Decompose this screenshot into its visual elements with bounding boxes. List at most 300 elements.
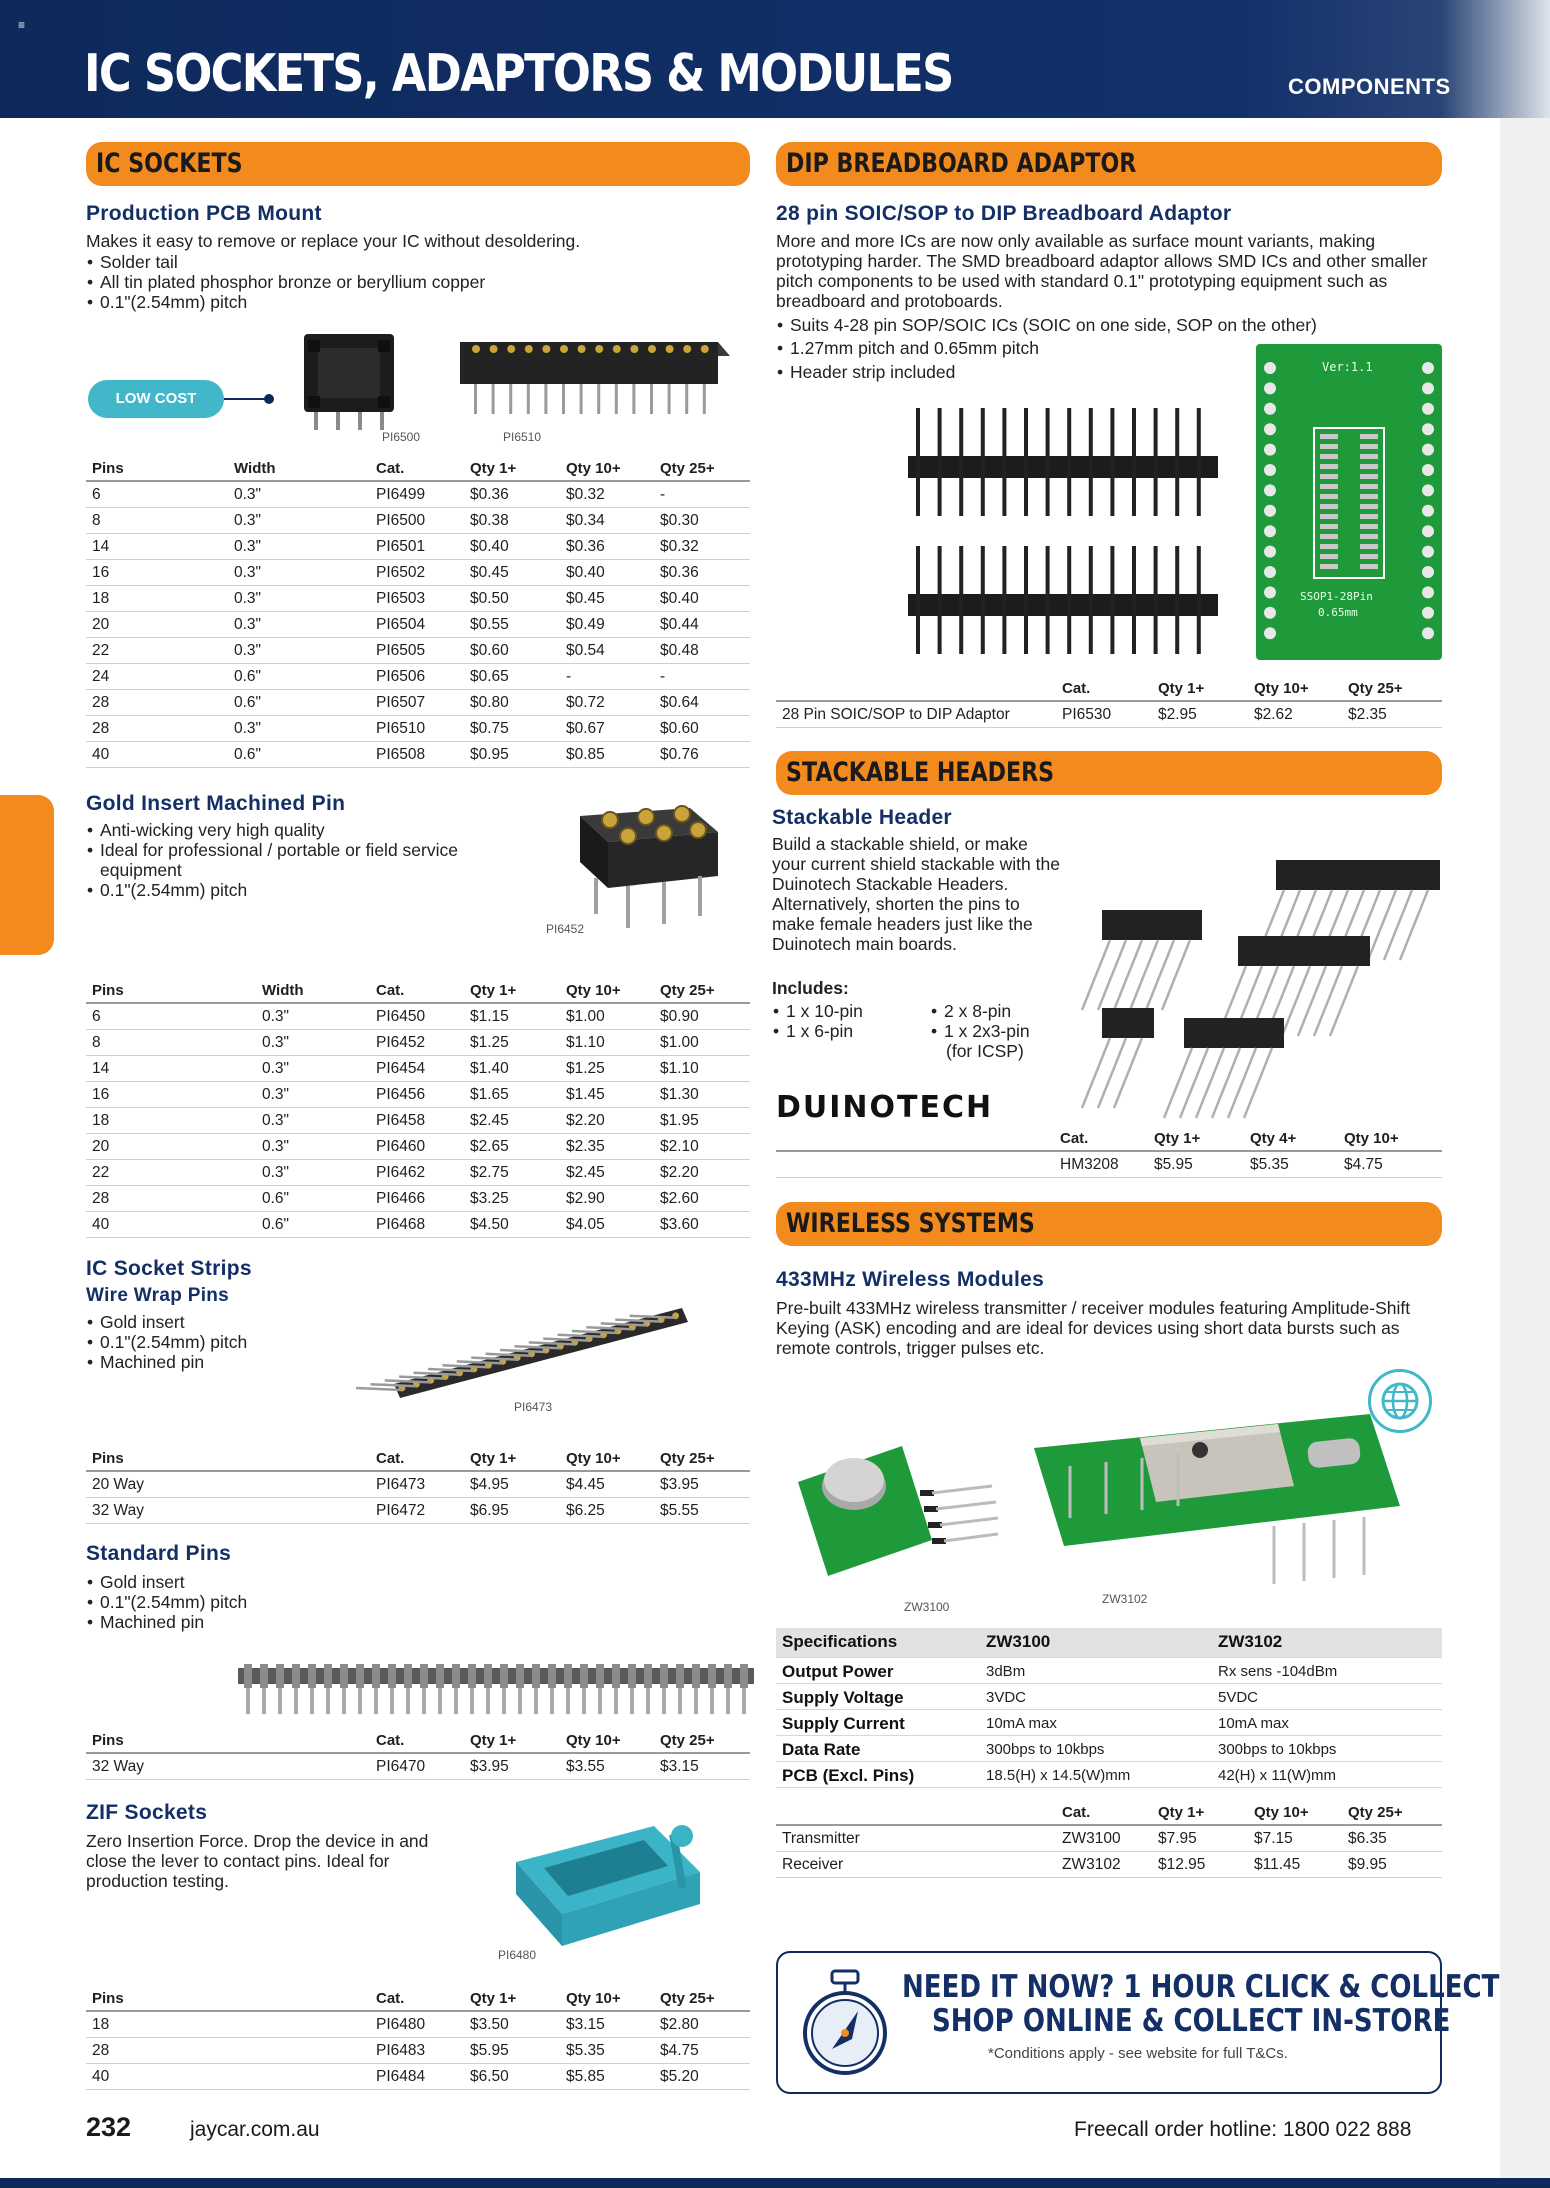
column-header: Qty 1+ xyxy=(470,1732,517,1749)
wireless-systems-banner xyxy=(776,1202,1442,1246)
column-header: Pins xyxy=(92,1450,124,1467)
low-cost-badge: LOW COST xyxy=(88,380,224,418)
table-cell: $0.48 xyxy=(660,642,699,659)
table-cell: PI6462 xyxy=(376,1164,426,1181)
table-cell: 0.3" xyxy=(262,1008,290,1025)
column-header: Qty 10+ xyxy=(566,1732,621,1749)
column-header: Qty 1+ xyxy=(1158,680,1205,697)
spec-row xyxy=(776,1684,1442,1710)
spec-value: Rx sens -104dBm xyxy=(1218,1663,1338,1680)
table-cell: $2.80 xyxy=(660,2016,699,2033)
column-header: Qty 25+ xyxy=(660,1732,715,1749)
transmitter-module-image xyxy=(792,1428,1000,1588)
table-cell: 32 Way xyxy=(92,1758,144,1775)
column-header: Cat. xyxy=(1062,1804,1091,1821)
table-cell: $5.35 xyxy=(566,2042,605,2059)
badge-pointer xyxy=(224,398,266,400)
page-edge xyxy=(1500,118,1550,2188)
column-header: Cat. xyxy=(1062,680,1091,697)
spec-label: Data Rate xyxy=(782,1740,861,1759)
table-cell: PI6452 xyxy=(376,1034,426,1051)
table-cell: PI6507 xyxy=(376,694,426,711)
table-cell: $0.55 xyxy=(470,616,509,633)
spec-column-header: ZW3100 xyxy=(986,1632,1051,1651)
table-cell: $2.62 xyxy=(1254,706,1293,723)
table-cell: $0.85 xyxy=(566,746,605,763)
column-header: Qty 10+ xyxy=(1254,680,1309,697)
table-cell: $0.72 xyxy=(566,694,605,711)
table-cell: $4.45 xyxy=(566,1476,605,1493)
column-header: Qty 10+ xyxy=(1254,1804,1309,1821)
column-header: Qty 1+ xyxy=(470,1450,517,1467)
table-cell: $1.00 xyxy=(660,1034,699,1051)
table-cell: $0.44 xyxy=(660,616,699,633)
list-item: • Ideal for professional / portable or field service equipment xyxy=(86,840,466,880)
table-row xyxy=(86,1212,750,1238)
image-caption: PI6473 xyxy=(514,1400,553,1414)
footer-bar xyxy=(0,2178,1550,2188)
table-row xyxy=(86,742,750,768)
table-cell: 40 xyxy=(92,746,110,763)
list-item: • Machined pin xyxy=(86,1352,247,1372)
duinotech-logo: DUINOTECH xyxy=(776,1090,994,1125)
table-cell: $0.40 xyxy=(566,564,605,581)
table-cell: $0.40 xyxy=(660,590,699,607)
table-cell: $1.10 xyxy=(566,1034,605,1051)
table-row xyxy=(86,586,750,612)
standard-title: Standard Pins xyxy=(86,1542,232,1565)
strips-price-table xyxy=(86,1446,750,1524)
table-cell: PI6458 xyxy=(376,1112,426,1129)
zif-title: ZIF Sockets xyxy=(86,1801,208,1824)
table-cell: $3.95 xyxy=(660,1476,699,1493)
table-cell: $0.45 xyxy=(470,564,509,581)
table-row xyxy=(86,716,750,742)
table-row xyxy=(86,508,750,534)
table-cell: 0.3" xyxy=(234,538,262,555)
table-header xyxy=(86,456,750,482)
table-cell: $2.20 xyxy=(660,1164,699,1181)
gold-bullets xyxy=(86,820,466,900)
table-cell: 0.3" xyxy=(262,1086,290,1103)
table-cell: $0.75 xyxy=(470,720,509,737)
banner-label: WIRELESS SYSTEMS xyxy=(786,1208,1035,1239)
table-cell: 0.3" xyxy=(234,616,262,633)
table-cell: 0.3" xyxy=(262,1034,290,1051)
column-header: Cat. xyxy=(376,982,405,999)
table-cell: $2.95 xyxy=(1158,706,1197,723)
list-item: • Solder tail xyxy=(86,252,485,272)
production-desc: Makes it easy to remove or replace your IC without desoldering. xyxy=(86,231,581,251)
list-item: • 0.1"(2.54mm) pitch xyxy=(86,1332,247,1352)
table-cell: 8 xyxy=(92,512,101,529)
list-item: • 1 x 6-pin xyxy=(772,1021,863,1041)
table-cell: 28 xyxy=(92,720,110,737)
strips-title: IC Socket Strips xyxy=(86,1257,252,1280)
table-cell: $2.45 xyxy=(566,1164,605,1181)
table-row xyxy=(86,1186,750,1212)
ic-socket-8pin-image xyxy=(294,326,406,434)
table-cell: 0.3" xyxy=(234,512,262,529)
column-header: Qty 25+ xyxy=(660,1450,715,1467)
table-cell: 0.3" xyxy=(234,564,262,581)
table-cell: 28 xyxy=(92,694,110,711)
spec-row xyxy=(776,1710,1442,1736)
table-cell: $4.05 xyxy=(566,1216,605,1233)
table-cell: 16 xyxy=(92,1086,110,1103)
table-cell: $5.35 xyxy=(1250,1156,1289,1173)
section-tab xyxy=(0,795,54,955)
table-cell: $2.65 xyxy=(470,1138,509,1155)
table-cell: $1.15 xyxy=(470,1008,509,1025)
table-cell: $5.85 xyxy=(566,2068,605,2085)
ic-socket-28pin-image xyxy=(456,312,734,422)
spec-value: 300bps to 10kbps xyxy=(986,1741,1105,1758)
table-row xyxy=(86,482,750,508)
spec-value: 3VDC xyxy=(986,1689,1027,1706)
table-cell: $12.95 xyxy=(1158,1856,1206,1873)
table-cell: $0.90 xyxy=(660,1008,699,1025)
table-row xyxy=(86,2038,750,2064)
table-cell: 14 xyxy=(92,1060,110,1077)
column-header: Cat. xyxy=(376,460,405,477)
column-header: Qty 25+ xyxy=(660,982,715,999)
table-row xyxy=(86,612,750,638)
includes-list-left xyxy=(772,1001,863,1041)
table-cell: $0.30 xyxy=(660,512,699,529)
table-cell: $1.45 xyxy=(566,1086,605,1103)
table-cell: $6.50 xyxy=(470,2068,509,2085)
table-cell: Receiver xyxy=(782,1856,844,1873)
spec-value: 10mA max xyxy=(986,1715,1057,1732)
table-cell: $2.35 xyxy=(1348,706,1387,723)
table-cell: 0.6" xyxy=(234,746,262,763)
table-cell: 28 Pin SOIC/SOP to DIP Adaptor xyxy=(782,706,1010,723)
spec-column-header: ZW3102 xyxy=(1218,1632,1283,1651)
table-cell: $4.75 xyxy=(1344,1156,1383,1173)
table-header xyxy=(86,1986,750,2012)
table-cell: $5.20 xyxy=(660,2068,699,2085)
table-cell: $5.95 xyxy=(470,2042,509,2059)
wireless-spec-table xyxy=(776,1628,1442,1788)
table-cell: $2.75 xyxy=(470,1164,509,1181)
table-cell: $6.95 xyxy=(470,1502,509,1519)
table-cell: PI6456 xyxy=(376,1086,426,1103)
menu-icon: ≡ xyxy=(18,18,26,32)
table-cell: $6.25 xyxy=(566,1502,605,1519)
column-header: Qty 10+ xyxy=(566,982,621,999)
spec-label: Supply Voltage xyxy=(782,1688,904,1707)
table-cell: 0.6" xyxy=(234,694,262,711)
list-item: • 2 x 8-pin xyxy=(930,1001,1030,1021)
table-cell: PI6505 xyxy=(376,642,426,659)
board-version: Ver:1.1 xyxy=(1322,360,1373,374)
table-cell: $0.80 xyxy=(470,694,509,711)
dip-title: 28 pin SOIC/SOP to DIP Breadboard Adaptor xyxy=(776,202,1232,225)
production-price-table xyxy=(86,456,750,768)
table-cell: $3.95 xyxy=(470,1758,509,1775)
strips-subtitle: Wire Wrap Pins xyxy=(86,1285,230,1306)
table-cell: $6.35 xyxy=(1348,1830,1387,1847)
list-item: • 1 x 10-pin xyxy=(772,1001,863,1021)
spec-value: 5VDC xyxy=(1218,1689,1259,1706)
table-row xyxy=(86,1754,750,1780)
table-cell: 0.3" xyxy=(234,590,262,607)
table-cell: ZW3100 xyxy=(1062,1830,1121,1847)
table-cell: PI6504 xyxy=(376,616,426,633)
column-header: Pins xyxy=(92,1990,124,2007)
table-cell: $2.35 xyxy=(566,1138,605,1155)
column-header: Qty 10+ xyxy=(566,1450,621,1467)
table-cell: 18 xyxy=(92,1112,110,1129)
stackable-headers-banner xyxy=(776,751,1442,795)
table-cell: 40 xyxy=(92,1216,110,1233)
table-cell: PI6470 xyxy=(376,1758,426,1775)
zif-price-table xyxy=(86,1986,750,2090)
table-row xyxy=(776,1852,1442,1878)
table-cell: $0.60 xyxy=(470,642,509,659)
table-cell: PI6460 xyxy=(376,1138,426,1155)
table-cell: $1.00 xyxy=(566,1008,605,1025)
board-pitch: 0.65mm xyxy=(1318,606,1358,619)
table-cell: PI6480 xyxy=(376,2016,426,2033)
table-row xyxy=(86,1498,750,1524)
wireless-desc: Pre-built 433MHz wireless transmitter / receiver modules featuring Amplitude-Shift Keying (ASK) encoding and are ideal for devices using short data bursts such as remote controls, trigger pulses etc. xyxy=(776,1298,1411,1358)
production-title: Production PCB Mount xyxy=(86,202,322,225)
table-cell: PI6500 xyxy=(376,512,426,529)
page-title: IC SOCKETS, ADAPTORS & MODULES xyxy=(84,44,953,104)
click-collect-promo[interactable] xyxy=(776,1951,1500,2094)
includes-label: Includes: xyxy=(772,978,849,998)
list-item: • Suits 4-28 pin SOP/SOIC ICs (SOIC on one side, SOP on the other) xyxy=(776,315,1317,335)
column-header: Cat. xyxy=(376,1450,405,1467)
spec-label: Supply Current xyxy=(782,1714,905,1733)
column-header: Qty 25+ xyxy=(1348,680,1403,697)
dip-bullets xyxy=(776,315,1317,382)
table-cell: $0.76 xyxy=(660,746,699,763)
table-cell: $1.40 xyxy=(470,1060,509,1077)
production-bullets xyxy=(86,252,485,312)
table-cell: 0.6" xyxy=(262,1216,290,1233)
table-cell: 18 xyxy=(92,2016,110,2033)
table-cell: $0.67 xyxy=(566,720,605,737)
table-row xyxy=(86,560,750,586)
table-row xyxy=(86,1108,750,1134)
column-header: Qty 1+ xyxy=(1158,1804,1205,1821)
socket-strip-image xyxy=(346,1266,692,1416)
table-cell: $5.95 xyxy=(1154,1156,1193,1173)
table-cell: 22 xyxy=(92,642,110,659)
table-cell: 22 xyxy=(92,1164,110,1181)
column-header: Qty 1+ xyxy=(470,1990,517,2007)
table-cell: $1.65 xyxy=(470,1086,509,1103)
includes-note: (for ICSP) xyxy=(946,1041,1024,1061)
standard-price-table xyxy=(86,1728,750,1780)
table-row xyxy=(86,1082,750,1108)
table-cell: PI6502 xyxy=(376,564,426,581)
table-cell: PI6466 xyxy=(376,1190,426,1207)
table-row xyxy=(86,638,750,664)
table-cell: 0.6" xyxy=(262,1190,290,1207)
banner-label: DIP BREADBOARD ADAPTOR xyxy=(786,148,1137,179)
table-cell: PI6501 xyxy=(376,538,426,555)
list-item: • 0.1"(2.54mm) pitch xyxy=(86,1592,247,1612)
standard-bullets xyxy=(86,1572,247,1632)
table-row xyxy=(86,690,750,716)
table-cell: PI6483 xyxy=(376,2042,426,2059)
column-header: Qty 4+ xyxy=(1250,1130,1297,1147)
table-cell: $5.55 xyxy=(660,1502,699,1519)
table-cell: $0.40 xyxy=(470,538,509,555)
promo-conditions: *Conditions apply - see website for full T&Cs. xyxy=(988,2045,1288,2062)
table-cell: PI6473 xyxy=(376,1476,426,1493)
table-cell: $2.10 xyxy=(660,1138,699,1155)
hotline-text: Freecall order hotline: 1800 022 888 xyxy=(1074,2118,1412,2141)
table-cell: 0.3" xyxy=(262,1164,290,1181)
table-cell: $0.38 xyxy=(470,512,509,529)
list-item: • All tin plated phosphor bronze or beryllium copper xyxy=(86,272,485,292)
table-cell: 14 xyxy=(92,538,110,555)
image-caption: ZW3102 xyxy=(1102,1592,1148,1606)
spec-label: PCB (Excl. Pins) xyxy=(782,1766,915,1785)
zif-socket-image xyxy=(504,1822,710,1954)
page-header xyxy=(0,0,1550,118)
wireless-title: 433MHz Wireless Modules xyxy=(776,1268,1045,1291)
table-cell: 0.3" xyxy=(234,486,262,503)
table-cell: $0.54 xyxy=(566,642,605,659)
gold-title: Gold Insert Machined Pin xyxy=(86,792,346,815)
page-number: 232 xyxy=(86,2112,132,2142)
table-cell: $0.36 xyxy=(566,538,605,555)
spec-value: 42(H) x 11(W)mm xyxy=(1218,1767,1337,1784)
wireless-price-table xyxy=(776,1800,1442,1878)
column-header: Width xyxy=(262,982,304,999)
table-row xyxy=(776,702,1442,728)
column-header: Pins xyxy=(92,982,124,999)
spec-row xyxy=(776,1658,1442,1684)
receiver-module-image xyxy=(1024,1396,1414,1596)
table-cell: $1.10 xyxy=(660,1060,699,1077)
column-header: Qty 10+ xyxy=(1344,1130,1399,1147)
spec-value: 18.5(H) x 14.5(W)mm xyxy=(986,1767,1131,1784)
dip-desc: More and more ICs are now only available as surface mount variants, making prototyping harder. The SMD breadboard adaptor allows SMD ICs and other smaller pitch components to be used with standard 0.1" prototyping equipment such as breadboard and protoboards. xyxy=(776,231,1428,311)
column-header: Qty 10+ xyxy=(566,1990,621,2007)
image-caption: PI6510 xyxy=(503,430,542,444)
table-cell: $9.95 xyxy=(1348,1856,1387,1873)
table-cell: $0.45 xyxy=(566,590,605,607)
table-cell: 20 Way xyxy=(92,1476,144,1493)
column-header: Cat. xyxy=(1060,1130,1089,1147)
table-cell: 40 xyxy=(92,2068,110,2085)
spec-row xyxy=(776,1736,1442,1762)
table-cell: PI6499 xyxy=(376,486,426,503)
table-cell: $3.15 xyxy=(660,1758,699,1775)
table-cell: 28 xyxy=(92,2042,110,2059)
column-header: Qty 10+ xyxy=(566,460,621,477)
list-item: • 0.1"(2.54mm) pitch xyxy=(86,880,466,900)
table-cell: PI6510 xyxy=(376,720,426,737)
board-label: SSOP1-28Pin xyxy=(1300,590,1373,603)
column-header: Width xyxy=(234,460,276,477)
strips-bullets xyxy=(86,1312,247,1372)
list-item: • 1 x 2x3-pin xyxy=(930,1021,1030,1041)
header-strips-image xyxy=(906,408,1230,654)
spec-value: 10mA max xyxy=(1218,1715,1289,1732)
table-cell: $4.75 xyxy=(660,2042,699,2059)
list-item: • Header strip included xyxy=(776,362,1317,382)
table-cell: PI6503 xyxy=(376,590,426,607)
column-header: Cat. xyxy=(376,1732,405,1749)
table-cell: $0.36 xyxy=(660,564,699,581)
column-header: Cat. xyxy=(376,1990,405,2007)
table-header xyxy=(86,1446,750,1472)
table-cell: $3.50 xyxy=(470,2016,509,2033)
table-cell: $2.90 xyxy=(566,1190,605,1207)
table-cell: 0.6" xyxy=(234,668,262,685)
table-cell: $0.36 xyxy=(470,486,509,503)
ic-sockets-banner xyxy=(86,142,750,186)
table-row xyxy=(86,2064,750,2090)
table-cell: 0.3" xyxy=(234,642,262,659)
spec-column-header: Specifications xyxy=(782,1632,898,1651)
table-row xyxy=(86,1004,750,1030)
banner-label: STACKABLE HEADERS xyxy=(786,757,1055,788)
includes-list-right xyxy=(930,1001,1030,1041)
table-cell: 0.3" xyxy=(262,1060,290,1077)
table-cell: $0.65 xyxy=(470,668,509,685)
stopwatch-icon xyxy=(798,1969,892,2079)
standard-pin-strip-image xyxy=(236,1664,756,1718)
list-item: • Gold insert xyxy=(86,1572,247,1592)
page-category: COMPONENTS xyxy=(1288,74,1451,99)
table-cell: $3.15 xyxy=(566,2016,605,2033)
table-row xyxy=(86,534,750,560)
stackable-price-table xyxy=(776,1126,1442,1178)
table-cell: 6 xyxy=(92,1008,101,1025)
table-cell: $1.30 xyxy=(660,1086,699,1103)
table-cell: 0.3" xyxy=(234,720,262,737)
table-cell: $11.45 xyxy=(1254,1856,1301,1873)
website-link[interactable]: jaycar.com.au xyxy=(190,2118,320,2141)
table-cell: 18 xyxy=(92,590,110,607)
dip-price-table xyxy=(776,676,1442,728)
table-cell: $2.60 xyxy=(660,1190,699,1207)
zif-desc: Zero Insertion Force. Drop the device in and close the lever to contact pins. Ideal for production testing. xyxy=(86,1831,429,1891)
table-cell: - xyxy=(660,668,666,685)
table-header xyxy=(86,978,750,1004)
column-header: Pins xyxy=(92,460,124,477)
table-header xyxy=(776,1800,1442,1826)
stackable-title: Stackable Header xyxy=(772,806,952,829)
stackable-desc: Build a stackable shield, or make your current shield stackable with the Duinotech Stackable Headers. Alternatively, shorten the pins to make female headers just like the Duinotech main boards. xyxy=(772,834,1060,954)
table-row xyxy=(776,1826,1442,1852)
banner-label: IC SOCKETS xyxy=(96,148,243,179)
image-caption: ZW3100 xyxy=(904,1600,950,1614)
gold-price-table xyxy=(86,978,750,1238)
stackable-headers-image xyxy=(1066,840,1442,1120)
table-cell: 0.3" xyxy=(262,1112,290,1129)
table-row xyxy=(86,1160,750,1186)
image-caption: PI6480 xyxy=(498,1948,537,1962)
table-row xyxy=(86,1472,750,1498)
column-header: Pins xyxy=(92,1732,124,1749)
table-cell: $3.55 xyxy=(566,1758,605,1775)
badge-pointer-dot xyxy=(264,394,274,404)
table-cell: PI6530 xyxy=(1062,706,1112,723)
table-cell: $0.34 xyxy=(566,512,605,529)
table-row xyxy=(86,2012,750,2038)
table-cell: $1.25 xyxy=(566,1060,605,1077)
